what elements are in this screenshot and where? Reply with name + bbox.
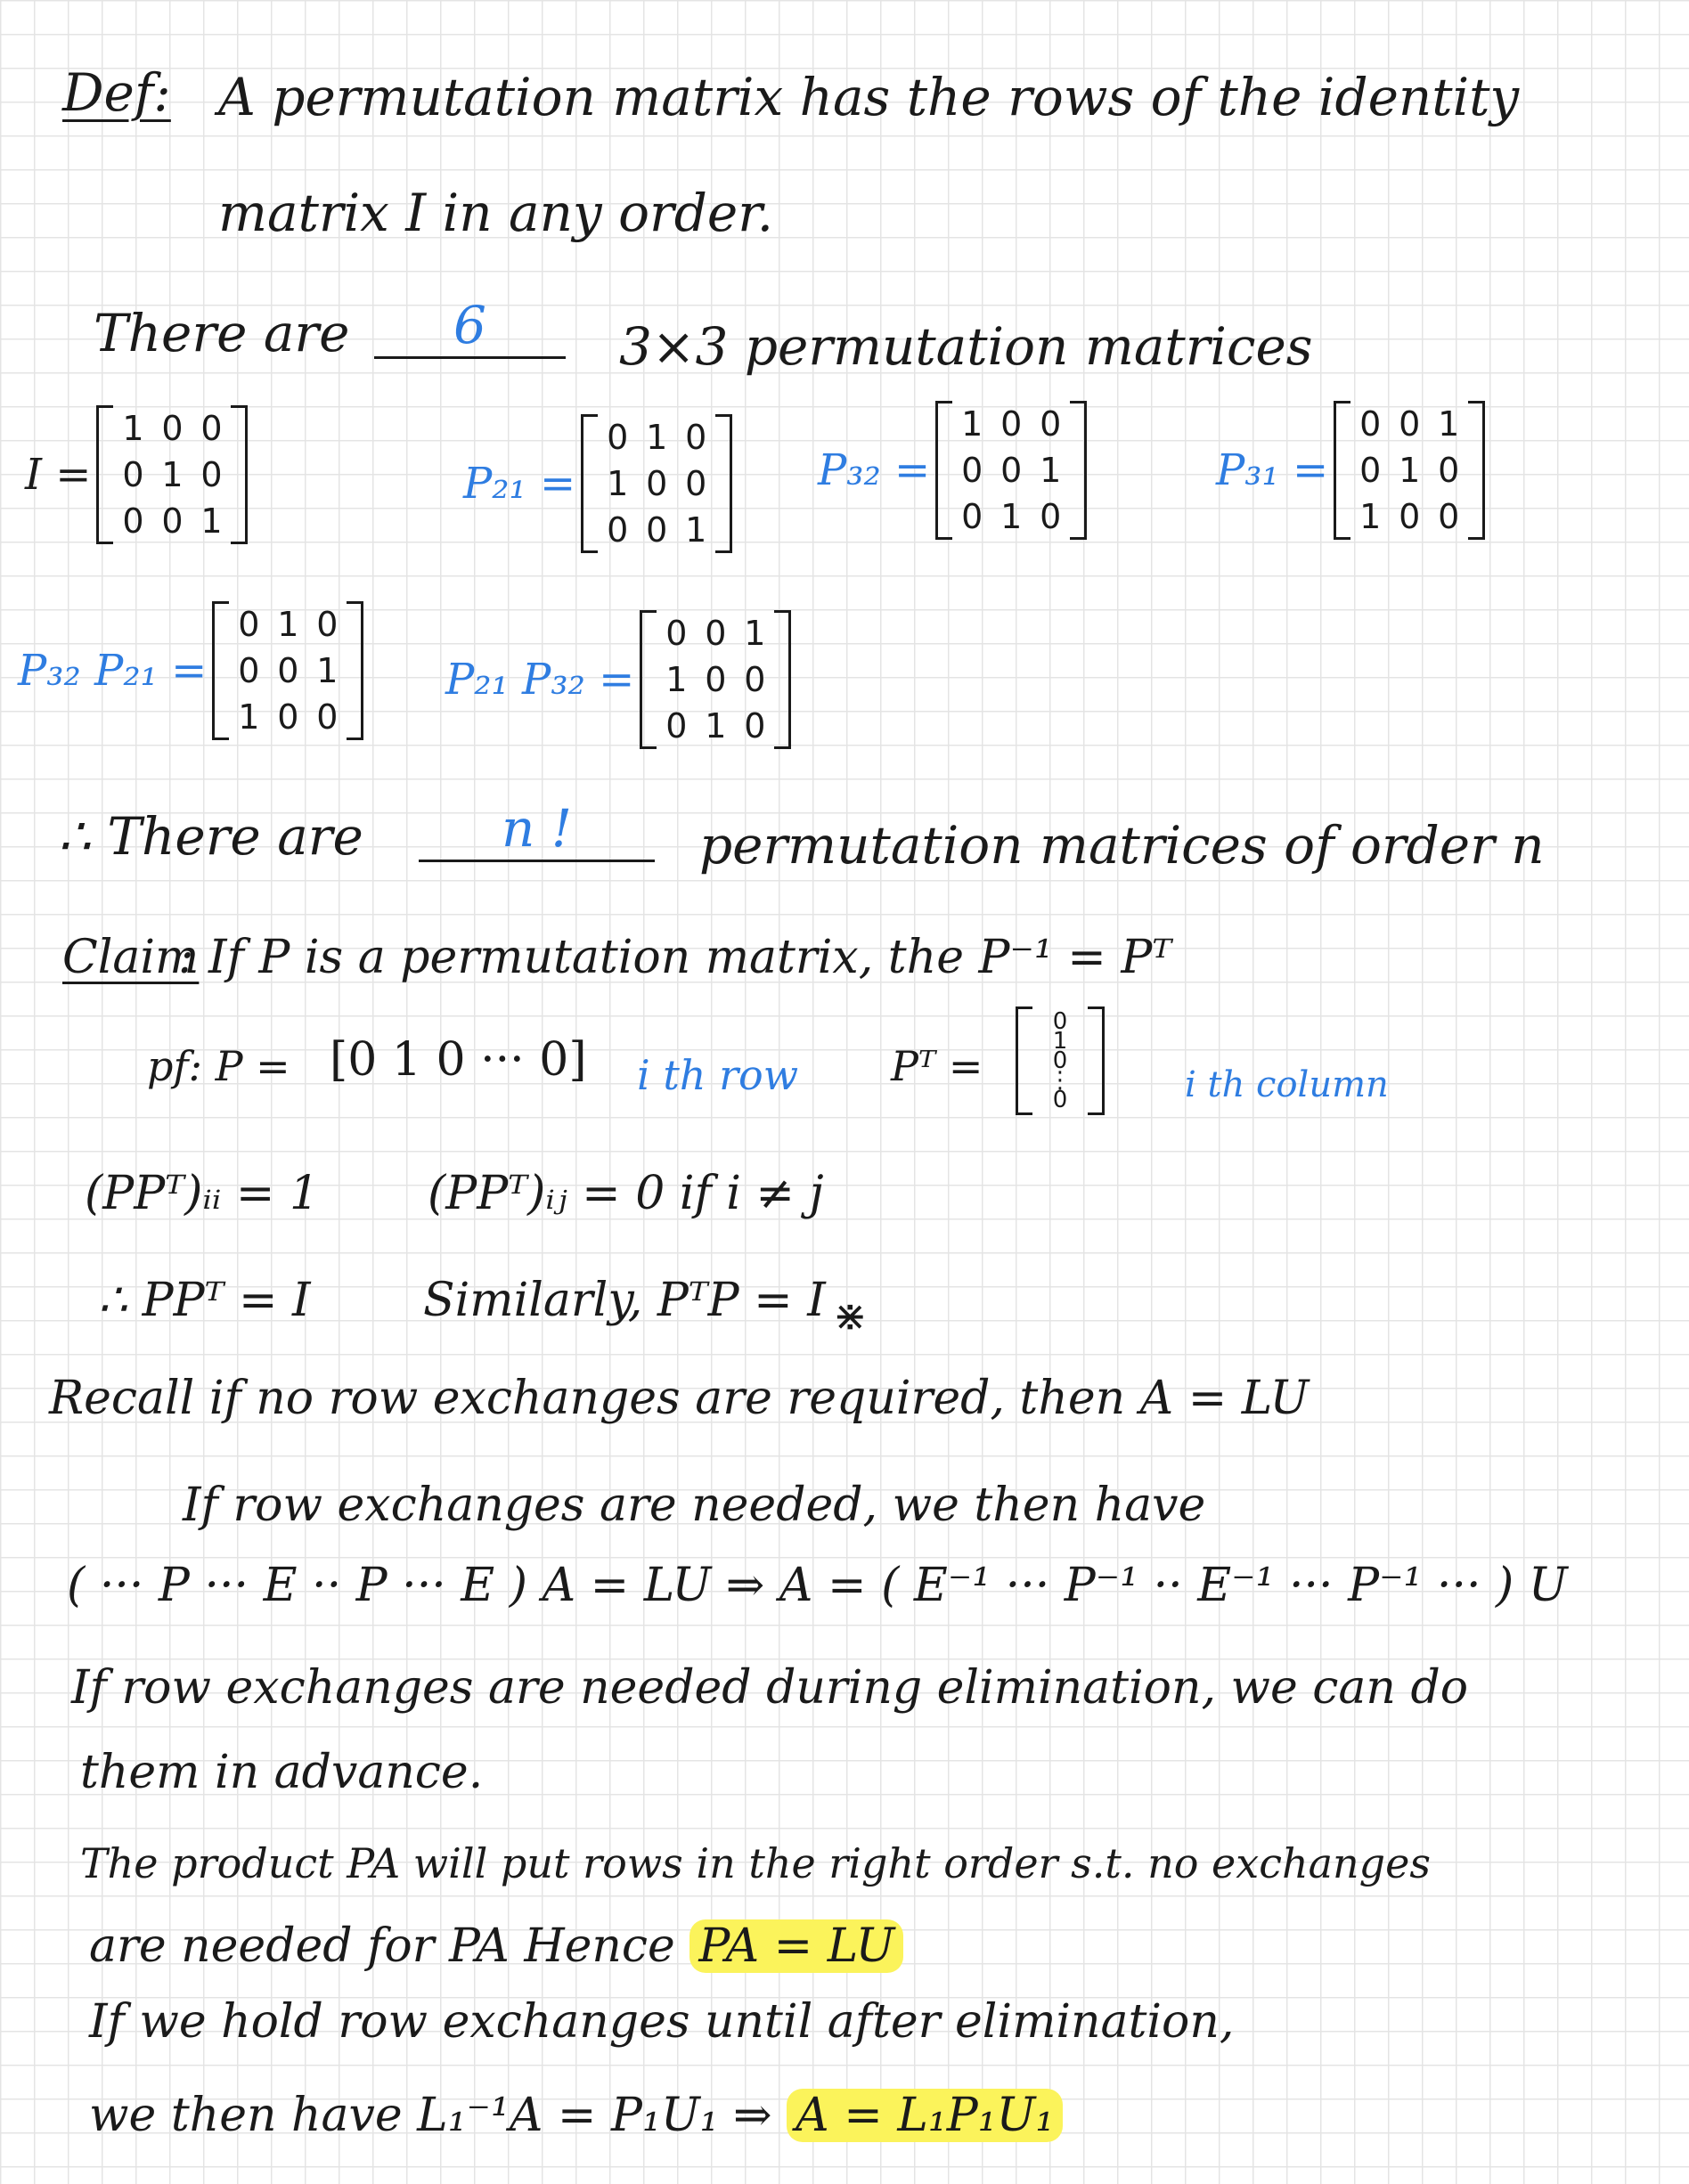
matrix-p32p21-grid: 0 1 0 0 0 1 1 0 0 [238,605,339,737]
countn-blank [419,798,655,862]
highlight-a-lpu: A = L₁P₁U₁ [787,2089,1063,2142]
matrix-p31-grid: 0 0 1 0 1 0 1 0 0 [1359,404,1460,536]
matrix-p31-label: P₃₁ = [1216,445,1329,495]
advance-line-6 [89,2089,1063,2142]
matrix-p21 [463,414,732,553]
advance-line-4-text: are needed for PA Hence [89,1919,675,1973]
matrix-p21-grid: 0 1 0 1 0 0 0 0 1 [607,418,707,550]
matrix-p21p32-grid: 0 0 1 1 0 0 0 1 0 [665,614,766,746]
column-vector [1016,1006,1105,1115]
ppt-ij: (PPᵀ)ᵢⱼ = 0 if i ≠ j [428,1167,824,1220]
def-label: Def: [62,62,171,123]
pf-left: pf: P = [147,1042,290,1090]
column-vector-entries: 0 1 0 ⋮ 0 [1048,1008,1072,1113]
pt-left: Pᵀ = [891,1042,983,1090]
matrix-identity-grid: 1 0 0 0 1 0 0 0 1 [122,409,223,541]
countn-prefix: ∴ There are [58,806,363,867]
matrix-p21p32 [445,610,791,749]
def-line-2: matrix I in any order. [218,183,774,243]
countn-answer: n ! [501,798,573,859]
ppt-ii: (PPᵀ)ᵢᵢ = 1 [85,1167,320,1220]
matrix-p31 [1216,401,1485,540]
advance-line-6-text: we then have L₁⁻¹A = P₁U₁ ⇒ [89,2089,772,2142]
row-note: i th row [637,1051,799,1099]
advance-line-3: The product PA will put rows in the right order s.t. no exchanges [80,1839,1431,1887]
matrix-identity-label: I = [25,450,92,500]
count3-blank [374,295,566,359]
matrix-p32p21 [18,601,363,740]
highlight-pa-lu: PA = LU [689,1919,903,1973]
countn-suffix: permutation matrices of order n [699,815,1545,876]
matrix-p32-label: P₃₂ = [818,445,931,495]
recall-line-3: ( ··· P ··· E ·· P ··· E ) A = LU ⇒ A = ( E⁻¹ ··· P⁻¹ ·· E⁻¹ ··· P⁻¹ ··· ) U [67,1559,1568,1612]
col-note: i th column [1185,1064,1389,1105]
matrix-identity [25,405,248,544]
matrix-p32 [818,401,1087,540]
matrix-p21-label: P₂₁ = [463,459,576,509]
advance-line-1: If row exchanges are needed during elimination, we can do [71,1661,1469,1715]
advance-line-2: them in advance. [80,1746,484,1799]
claim-text: : If P is a permutation matrix, the P⁻¹ = Pᵀ [178,931,1172,984]
row-vector: [0 1 0 ··· 0] [330,1033,587,1087]
matrix-p32-grid: 1 0 0 0 0 1 0 1 0 [961,404,1062,536]
count3-prefix: There are [94,303,350,363]
count3-suffix: 3×3 permutation matrices [619,316,1313,377]
advance-line-4 [89,1919,903,1973]
def-line-1: A permutation matrix has the rows of the identity [218,67,1520,127]
recall-line-1: Recall if no row exchanges are required, then A = LU [49,1372,1310,1425]
matrix-p32p21-label: P₃₂ P₂₁ = [18,646,208,696]
matrix-p21p32-label: P₂₁ P₃₂ = [445,655,635,705]
advance-line-5: If we hold row exchanges until after elimination, [89,1995,1235,2049]
count3-answer: 6 [453,295,486,355]
qed-mark: ⋇ [833,1292,868,1340]
recall-line-2: If row exchanges are needed, we then have [183,1479,1206,1532]
claim-label: Claim [62,931,200,984]
conclusion-left: ∴ PPᵀ = I [98,1274,311,1327]
conclusion-right: Similarly, PᵀP = I [423,1274,826,1327]
